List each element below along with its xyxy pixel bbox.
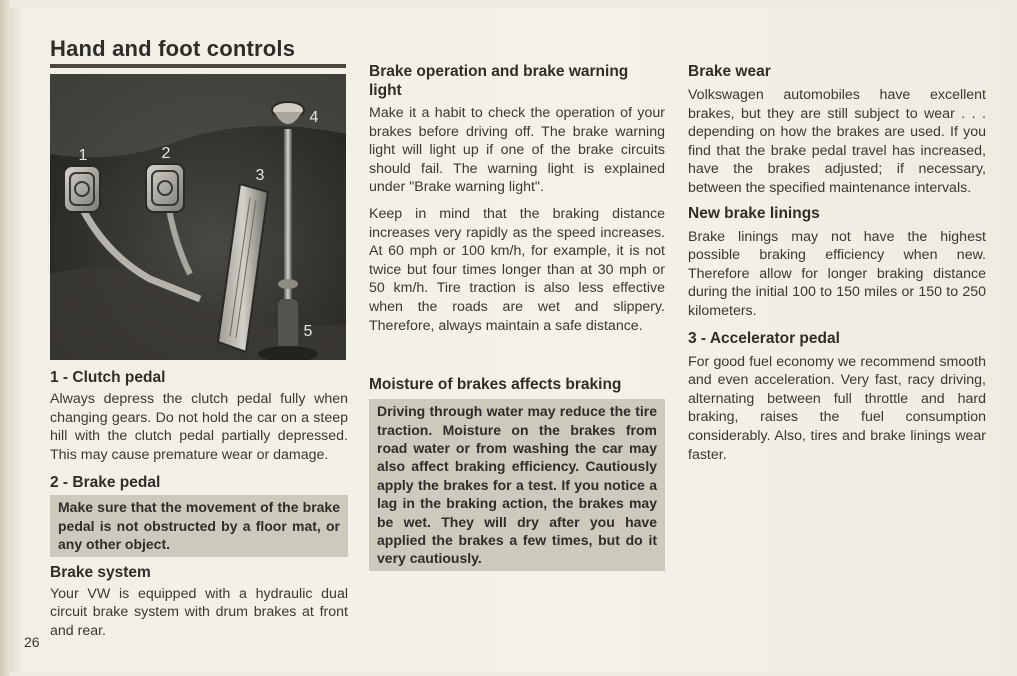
moisture-note: Driving through water may reduce the tire traction. Moisture on the brakes from road water or from washing the car may also affect braking efficiency. Cautiously apply the brakes for a test. If you notice a lag in the braking action, the brakes may be wet. They will dry after you have applied the brakes a few times, but do it very cautiously. xyxy=(369,399,665,571)
brake-system-heading: Brake system xyxy=(50,563,151,581)
photo-label-5: 5 xyxy=(303,323,313,340)
column-right xyxy=(688,62,986,464)
brake-wear-heading: Brake wear xyxy=(688,63,771,80)
brake-operation-heading: Brake operation and brake warning light xyxy=(369,63,629,99)
brake-operation-text-1: Make it a habit to check the operation of your brakes before driving off. The brake warning light will light up if one of the brake circuits should fail. The warning light is explained under "Brake warning light". xyxy=(369,105,665,196)
photo-label-1: 1 xyxy=(78,147,88,164)
brake-pedal xyxy=(146,164,184,212)
new-linings-heading: New brake linings xyxy=(688,204,820,222)
pedals-photo xyxy=(50,74,346,360)
brake-wear-text: Volkswagen automobiles have excellent brakes, but they are still subject to wear . . . depending on how the brakes are used. If you find that the brake pedal travel has increased, have the brakes adjusted; if necessary, between the specified maintenance intervals. xyxy=(688,87,986,196)
accelerator-heading: 3 - Accelerator pedal xyxy=(688,329,840,347)
photo-label-3: 3 xyxy=(255,167,265,184)
clutch-text: Always depress the clutch pedal fully when changing gears. Do not hold the car on a steep hill with the clutch pedal partially depressed. This may cause premature wear or damage. xyxy=(50,391,348,463)
clutch-heading: 1 - Clutch pedal xyxy=(50,369,166,386)
pedals-illustration xyxy=(50,74,346,360)
column-left xyxy=(50,36,348,640)
page-title: Hand and foot controls xyxy=(50,36,346,68)
moisture-heading: Moisture of brakes affects braking xyxy=(369,376,622,394)
brake-system-text: Your VW is equipped with a hydraulic dual circuit brake system with drum brakes at front and rear. xyxy=(50,585,348,639)
brake-pedal-note: Make sure that the movement of the brake pedal is not obstructed by a floor mat, or any other object. xyxy=(50,495,348,556)
page-number: 26 xyxy=(24,634,40,650)
new-linings-text: Brake linings may not have the highest possible braking efficiency when new. Therefore allow for longer braking distance during the initial 100 to 150 miles or 150 to 250 kilometers. xyxy=(688,228,986,319)
accelerator-text: For good fuel economy we recommend smooth and even acceleration. Very fast, racy driving, alternating between full throttle and hard braking, raises the fuel consumption considerably. Also, tires and brake linings wear faster. xyxy=(688,353,986,463)
column-middle xyxy=(369,62,665,571)
book-spine xyxy=(0,0,10,676)
photo-label-2: 2 xyxy=(161,145,171,162)
photo-label-4: 4 xyxy=(309,109,319,126)
brake-pedal-heading: 2 - Brake pedal xyxy=(50,474,161,492)
brake-operation-text-2: Keep in mind that the braking distance increases very rapidly as the speed increases. At 60 mph or 100 km/h, for example, it is not twice but four times longer than at 30 mph or 50 km/h. Tire traction is also less effective when the roads are wet and slippery. Therefore, always maintain a safe distance. xyxy=(369,205,665,334)
clutch-pedal xyxy=(64,166,100,212)
